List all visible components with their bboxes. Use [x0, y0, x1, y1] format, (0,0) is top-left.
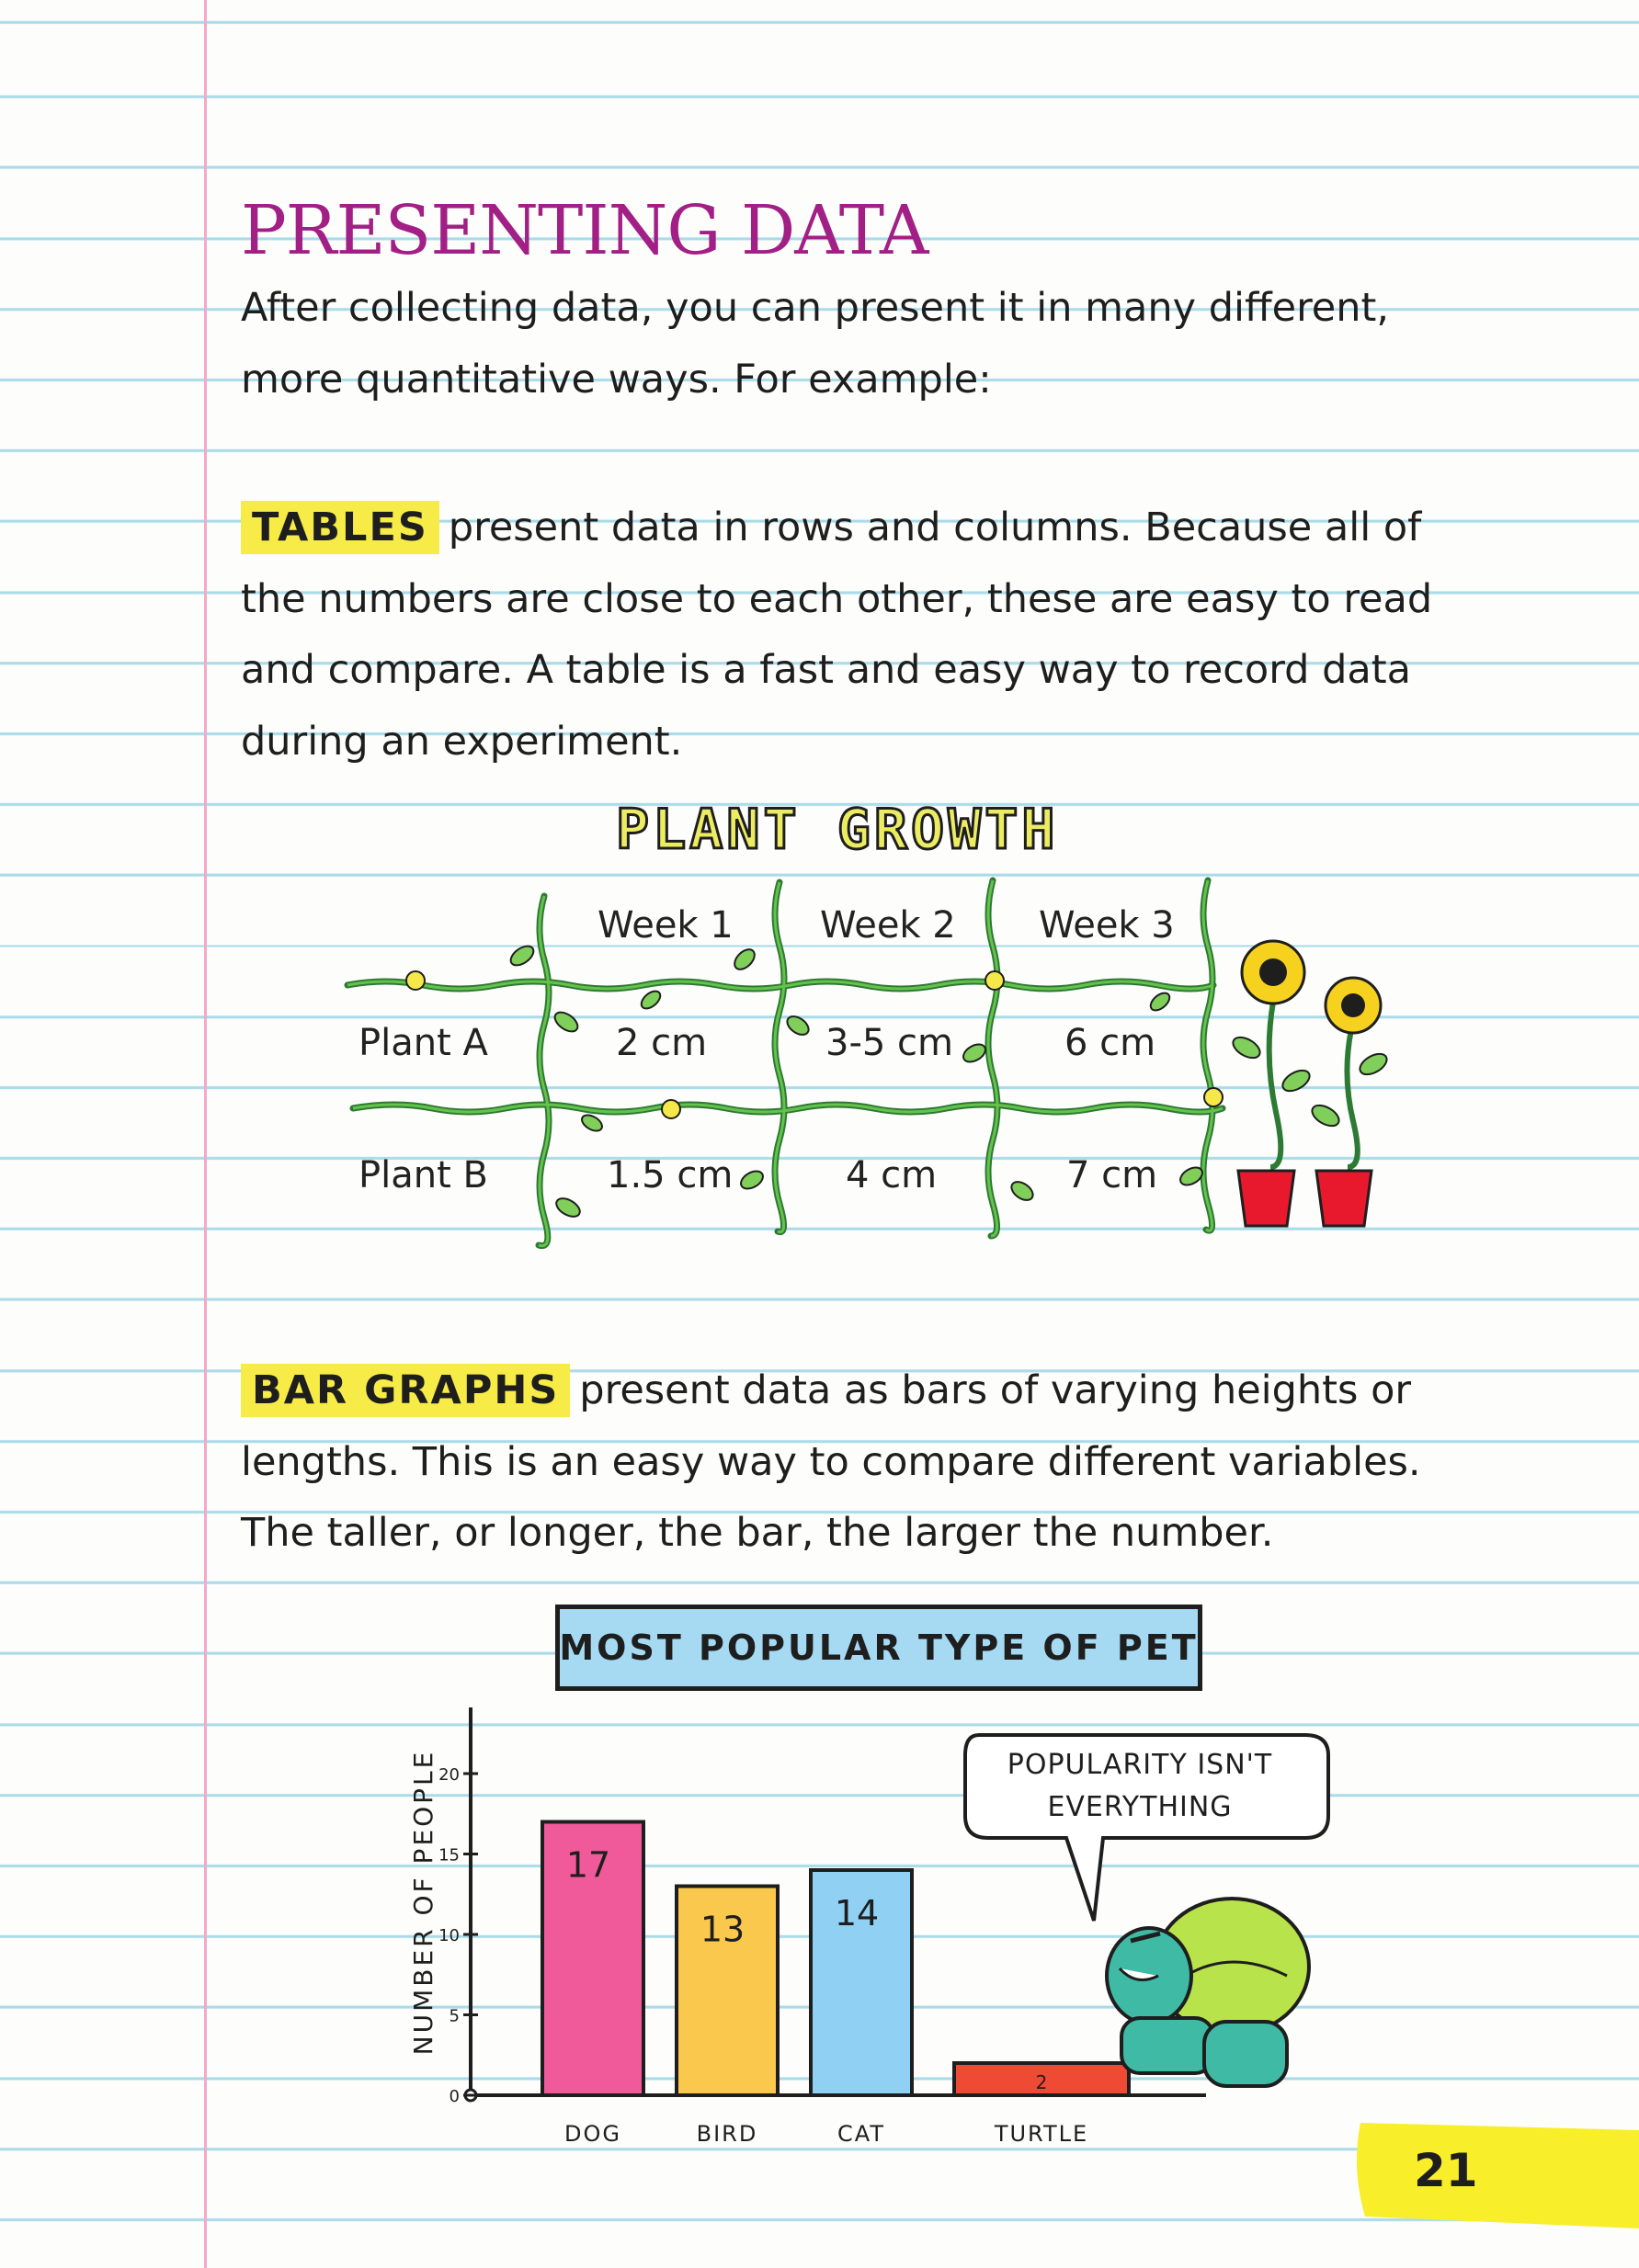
plant-growth-title: PLANT GROWTH — [616, 798, 1059, 862]
bar-graphs-line-3: The taller, or longer, the bar, the larger the number. — [241, 1510, 1274, 1556]
cell-plant-a-week-1: 2 cm — [616, 1022, 708, 1064]
tables-line-4: during an experiment. — [241, 718, 683, 765]
bar-graphs-line-1-text: present data as bars of varying heights or — [579, 1367, 1412, 1413]
column-header-week-3: Week 3 — [1039, 904, 1175, 947]
column-header-week-1: Week 1 — [598, 904, 734, 947]
bar-graphs-keyword: BAR GRAPHS — [241, 1364, 570, 1417]
cell-plant-a-week-2: 3-5 cm — [825, 1022, 954, 1064]
x-tick-label: CAT — [837, 2121, 885, 2147]
bar-value-label: 13 — [700, 1909, 746, 1950]
tables-line-1-text: present data in rows and columns. Because all of — [448, 505, 1422, 550]
chart-title: MOST POPULAR TYPE OF PET — [555, 1605, 1202, 1691]
x-tick-label: TURTLE — [994, 2121, 1089, 2147]
x-tick-label: DOG — [564, 2121, 621, 2147]
speech-bubble-line-1: POPULARITY ISN'T — [1007, 1749, 1273, 1781]
cell-plant-a-week-3: 6 cm — [1064, 1022, 1156, 1064]
y-tick-label: 20 — [438, 1765, 460, 1785]
bar-value-label: 14 — [834, 1893, 880, 1933]
tables-keyword: TABLES — [241, 501, 439, 554]
bar-graphs-line-2: lengths. This is an easy way to compare different variables. — [241, 1438, 1421, 1485]
row-label-plant-a: Plant A — [359, 1022, 488, 1064]
cell-plant-b-week-3: 7 cm — [1066, 1154, 1158, 1196]
column-header-week-2: Week 2 — [820, 904, 956, 947]
tables-line-3: and compare. A table is a fast and easy way to record data — [241, 647, 1411, 693]
y-tick-label: 10 — [438, 1926, 460, 1945]
y-tick-label: 15 — [438, 1845, 460, 1865]
bar-value-label: 17 — [565, 1844, 611, 1886]
y-tick-label: 5 — [449, 2006, 460, 2026]
cell-plant-b-week-1: 1.5 cm — [607, 1154, 734, 1196]
y-axis-label: NUMBER OF PEOPLE — [408, 1749, 438, 2056]
x-tick-label: BIRD — [696, 2121, 758, 2147]
speech-bubble-line-2: EVERYTHING — [1047, 1791, 1233, 1823]
y-tick-label: 0 — [449, 2087, 460, 2106]
row-label-plant-b: Plant B — [359, 1154, 488, 1196]
page-title: PRESENTING DATA — [241, 191, 928, 270]
intro-line-1: After collecting data, you can present it in many different, — [241, 285, 1390, 331]
cell-plant-b-week-2: 4 cm — [846, 1154, 938, 1196]
page-number: 21 — [1414, 2144, 1478, 2197]
bar-value-label: 2 — [1035, 2071, 1048, 2093]
tables-line-2: the numbers are close to each other, these are easy to read — [241, 575, 1433, 622]
intro-line-2: more quantitative ways. For example: — [241, 356, 992, 403]
